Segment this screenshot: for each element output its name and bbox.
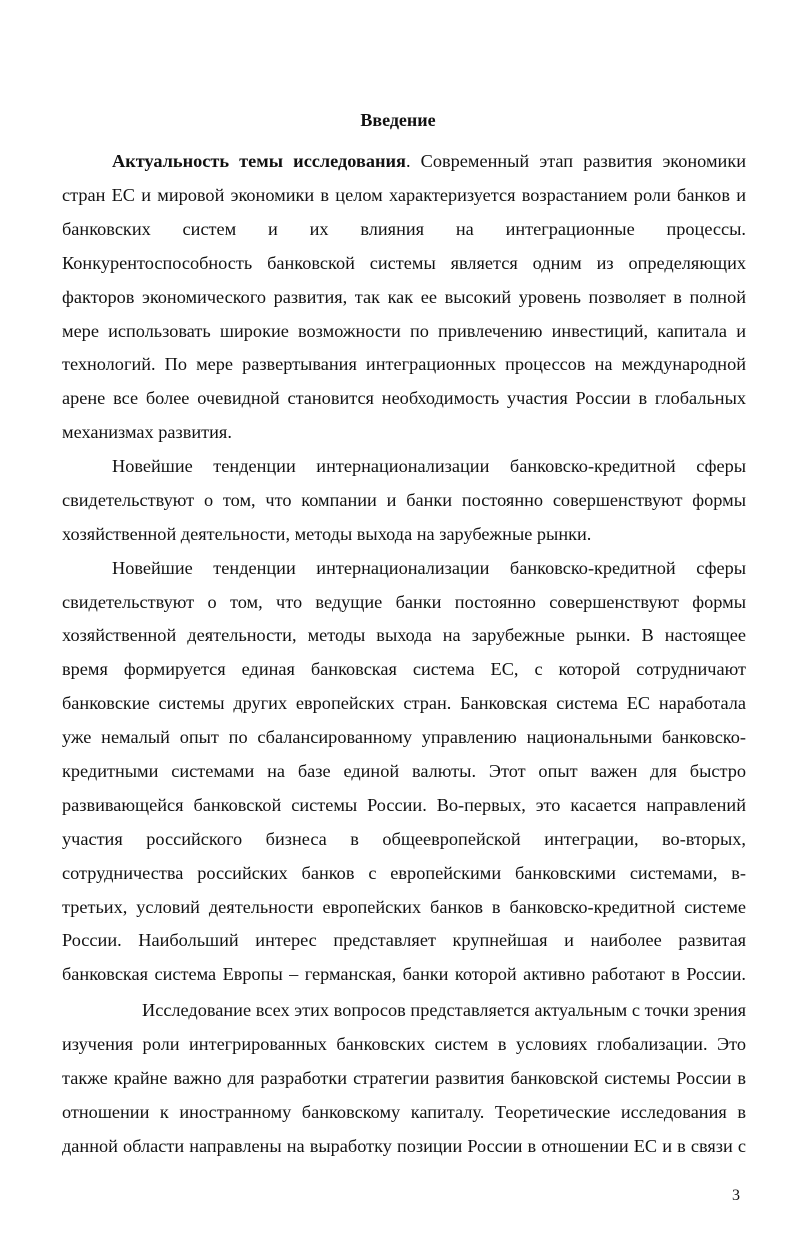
page-title: Введение <box>360 110 436 130</box>
text-line: данной области направлены на выработку позиции России в отношении ЕС и в связи с <box>62 1136 746 1156</box>
text-line: изучения роли интегрированных банковских систем в условиях глобализации. Это <box>62 1034 746 1054</box>
text-line: механизмах развития. <box>62 422 232 442</box>
text-line: мере использовать широкие возможности по привлечению инвестиций, капитала и <box>62 321 746 341</box>
text-line: факторов экономического развития, так как ее высокий уровень позволяет в полной <box>62 287 746 307</box>
text-line: отношении к иностранному банковскому капиталу. Теоретические исследования в <box>62 1102 746 1122</box>
text-line: хозяйственной деятельности, методы выхода на зарубежные рынки. <box>62 524 592 544</box>
text-line: кредитными системами на базе единой валюты. Этот опыт важен для быстро <box>62 761 746 781</box>
text-line: банковская система Европы – германская, банки которой активно работают в России. <box>62 964 746 984</box>
text-line: развивающейся банковской системы России. Во-первых, это касается направлений <box>62 795 746 815</box>
text-line: сотрудничества российских банков с европейскими банковскими системами, в- <box>62 863 746 883</box>
text-span: . Современный этап развития экономики <box>405 151 746 171</box>
text-line: уже немалый опыт по сбалансированному управлению национальными банковско- <box>62 727 746 747</box>
text-line: банковские системы других европейских стран. Банковская система ЕС наработала <box>62 693 746 713</box>
page-number: 3 <box>732 1187 740 1204</box>
text-line: банковских систем и их влияния на интеграционные процессы. <box>62 219 746 239</box>
text-line: время формируется единая банковская система ЕС, с которой сотрудничают <box>62 659 746 679</box>
text-line: хозяйственной деятельности, методы выхода на зарубежные рынки. В настоящее <box>62 625 746 645</box>
text-line: арене все более очевидной становится необходимость участия России в глобальных <box>62 388 746 408</box>
text-line: свидетельствуют о том, что ведущие банки постоянно совершенствуют формы <box>62 592 746 612</box>
text-line: Новейшие тенденции интернационализации банковско-кредитной сферы <box>112 558 746 578</box>
text-line: России. Наибольший интерес представляет крупнейшая и наиболее развитая <box>62 930 746 950</box>
text-line: Конкурентоспособность банковской системы является одним из определяющих <box>62 253 746 273</box>
text-line: технологий. По мере развертывания интеграционных процессов на международной <box>62 354 746 374</box>
text-line <box>112 149 746 173</box>
text-line: Новейшие тенденции интернационализации банковско-кредитной сферы <box>112 456 746 476</box>
text-line: третьих, условий деятельности европейских банков в банковско-кредитной системе <box>62 897 746 917</box>
text-line: стран ЕС и мировой экономики в целом характеризуется возрастанием роли банков и <box>62 185 746 205</box>
bold-lead: Актуальность темы исследования <box>112 151 406 171</box>
text-line: Исследование всех этих вопросов представляется актуальным с точки зрения <box>142 1000 746 1020</box>
text-line: свидетельствуют о том, что компании и банки постоянно совершенствуют формы <box>62 490 746 510</box>
text-line: участия российского бизнеса в общеевропейской интеграции, во-вторых, <box>62 829 746 849</box>
text-line: также крайне важно для разработки стратегии развития банковской системы России в <box>62 1068 746 1088</box>
